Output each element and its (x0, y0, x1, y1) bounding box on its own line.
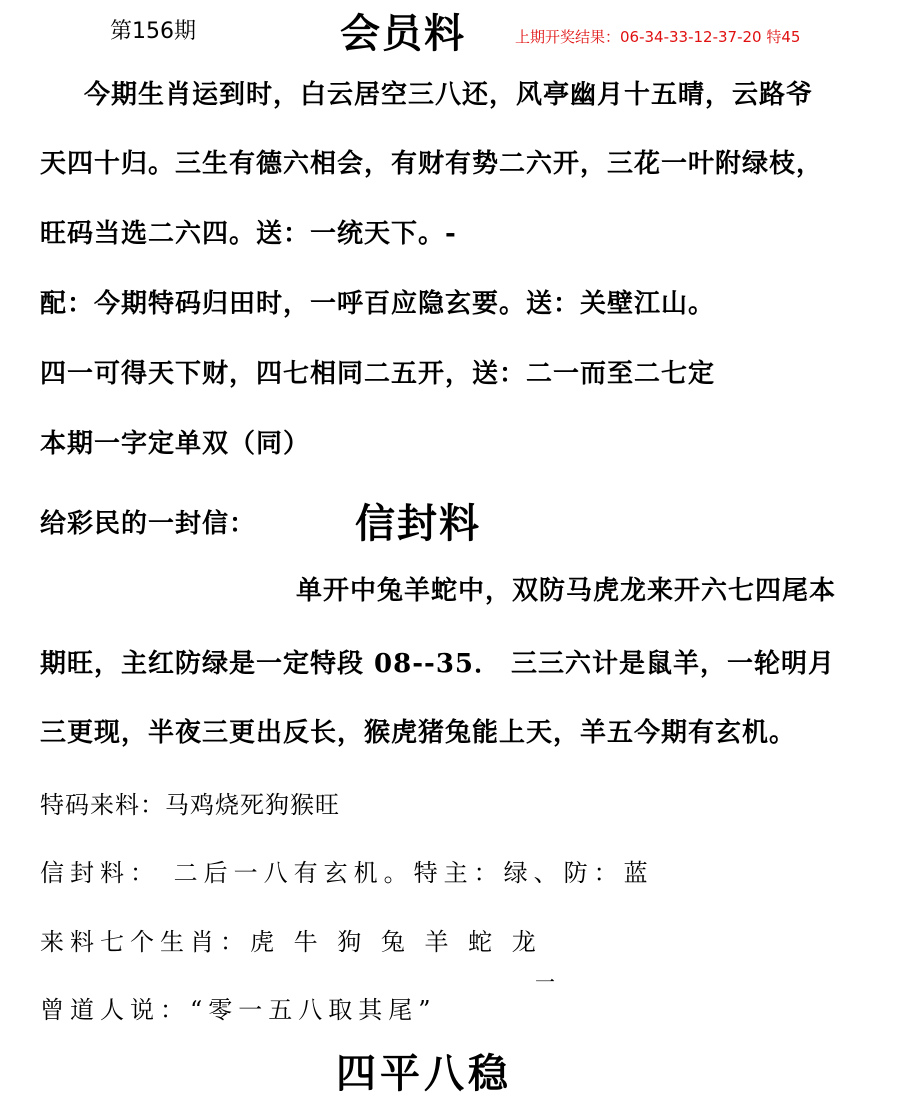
verse-line: 配：今期特码归田时，一呼百应隐玄要。送：关壁江山。 (40, 289, 716, 319)
letter-line: 期旺，主红防绿是一定特段 08--35． 三三六计是鼠羊，一轮明月 (40, 649, 836, 679)
bottom-line: 信封料： 二后一八有玄机。特主：绿、防：蓝 (40, 859, 654, 887)
stray-mark: 一 (535, 970, 555, 994)
verse-line: 本期一字定单双（同） (40, 429, 311, 459)
section-title: 信封料 (355, 500, 481, 547)
verse-line: 四一可得天下财，四七相同二五开，送：二一而至二七定 (40, 359, 716, 389)
page-title: 会员料 (340, 10, 466, 57)
footer-title: 四平八稳 (336, 1050, 512, 1097)
letter-line: 三更现，半夜三更出反长，猴虎猪兔能上天，羊五今期有玄机。 (40, 718, 797, 748)
verse-line: 今期生肖运到时，白云居空三八还，风亭幽月十五晴，云路爷 (84, 80, 814, 110)
bottom-line: 曾道人说：“零一五八取其尾” (40, 996, 437, 1024)
verse-line: 旺码当选二六四。送：一统天下。- (40, 219, 457, 249)
bottom-line: 来料七个生肖：虎 牛 狗 兔 羊 蛇 龙 (40, 928, 542, 956)
verse-line: 天四十归。三生有德六相会，有财有势二六开，三花一叶附绿枝， (40, 149, 824, 179)
letter-intro: 给彩民的一封信： (40, 509, 257, 539)
letter-line: 单开中兔羊蛇中，双防马虎龙来开六七四尾本 (296, 576, 837, 606)
bottom-line: 特码来料：马鸡烧死狗猴旺 (40, 791, 340, 819)
issue-number: 第156期 (110, 19, 196, 44)
last-draw-result: 上期开奖结果：06-34-33-12-37-20 特45 (515, 28, 801, 46)
